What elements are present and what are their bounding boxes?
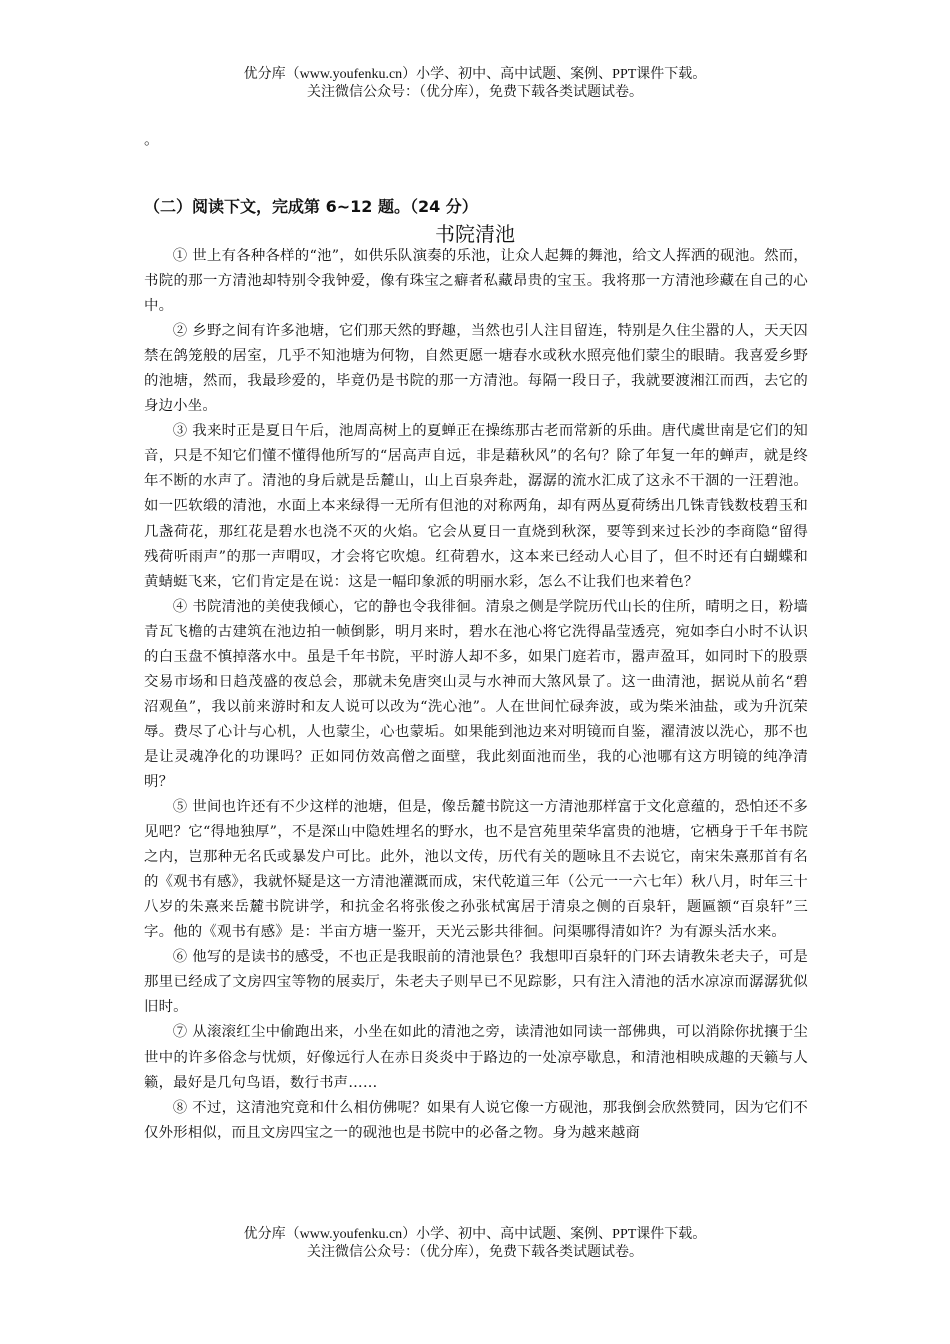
footer-line-2: 关注微信公众号：（优分库），免费下载各类试题试卷。 xyxy=(307,1245,643,1260)
page-header xyxy=(0,66,950,102)
article-title: 书院清池 xyxy=(435,222,515,246)
paragraph-6: ⑥ 他写的是读书的感受，不也正是我眼前的清池景色？我想叩百泉轩的门环去请教朱老夫子，可是那里已经成了文房四宝等物的展卖厅，朱老夫子则早已不见踪影，只有注入清池的活水凉凉而潺潺犹似旧时。 xyxy=(144,949,808,1016)
header-line-2: 关注微信公众号：（优分库），免费下载各类试题试卷。 xyxy=(307,85,643,100)
paragraph-5: ⑤ 世间也许还有不少这样的池塘，但是，像岳麓书院这一方清池那样富于文化意蕴的，恐怕还不多见吧？它“得地独厚”，不是深山中隐姓埋名的野水，也不是宫苑里荣华富贵的池塘，它栖身于千年书院之内，岂那种无名氏或暴发户可比。此外，池以文传，历代有关的题咏且不去说它，南宋朱熹那首有名的《观书有感》，我就怀疑是这一方清池灌溉而成，宋代乾道三年（公元一一六七年）秋八月，时年三十八岁的朱熹来岳麓书院讲学，和抗金名将张俊之孙张栻寓居于清泉之侧的百泉轩，题匾额“百泉轩”三字。他的《观书有感》是：半亩方塘一鉴开，天光云影共徘徊。问渠哪得清如许？为有源头活水来。 xyxy=(144,799,808,941)
article-body xyxy=(144,244,808,1146)
page-footer xyxy=(0,1226,950,1262)
paragraph-2: ② 乡野之间有许多池塘，它们那天然的野趣，当然也引人注目留连，特别是久住尘嚣的人，天天囚禁在鸽笼般的居室，几乎不知池塘为何物，自然更愿一塘春水或秋水照亮他们蒙尘的眼睛。我喜爱乡野的池塘，然而，我最珍爱的，毕竟仍是书院的那一方清池。每隔一段日子，我就要渡湘江而西，去它的身边小坐。 xyxy=(144,323,808,415)
footer-line-1: 优分库（www.youfenku.cn）小学、初中、高中试题、案例、PPT课件下载。 xyxy=(243,1227,707,1242)
paragraph-3: ③ 我来时正是夏日午后，池周高树上的夏蝉正在操练那古老而常新的乐曲。唐代虞世南是它们的知音，只是不知它们懂不懂得他所写的“居高声自远，非是藉秋风”的名句？除了年复一年的蝉声，就是终年不断的水声了。清池的身后就是岳麓山，山上百泉奔赴，潺潺的流水汇成了这永不干涸的一汪碧池。如一匹软缎的清池，水面上本来绿得一无所有但池的对称两角，却有两丛夏荷绣出几铢青钱数枝碧玉和几盏荷花，那红花是碧水也浇不灭的火焰。它会从夏日一直烧到秋深，要等到来过长沙的李商隐“留得残荷听雨声”的那一声喟叹，才会将它吹熄。红荷碧水，这本来已经动人心目了，但不时还有白蝴蝶和黄蜻蜓飞来，它们肯定是在说：这是一幅印象派的明丽水彩，怎么不让我们也来着色？ xyxy=(144,423,808,590)
header-line-1: 优分库（www.youfenku.cn）小学、初中、高中试题、案例、PPT课件下载。 xyxy=(243,67,707,82)
paragraph-4: ④ 书院清池的美使我倾心，它的静也令我徘徊。清泉之侧是学院历代山长的住所，晴明之日，粉墙青瓦飞檐的古建筑在池边拍一帧倒影，明月来时，碧水在池心将它洗得晶莹透亮，宛如李白小时不认识的白玉盘不慎掉落水中。虽是千年书院，平时游人却不多，如果门庭若市，嚣声盈耳，如同时下的股票交易市场和日趋茂盛的夜总会，那就未免唐突山灵与水神而大煞风景了。这一曲清池，据说从前名“碧沼观鱼”，我以前来游时和友人说可以改为“洗心池”。人在世间忙碌奔波，或为柴米油盐，或为升沉荣辱。费尽了心计与心机，人也蒙尘，心也蒙垢。如果能到池边来对明镜而自鉴，濯清波以洗心，那不也是让灵魂净化的功课吗？正如同仿效高僧之面壁，我此刻面池而坐，我的心池哪有这方明镜的纯净清明？ xyxy=(144,598,808,790)
paragraph-1: ① 世上有各种各样的“池”，如供乐队演奏的乐池，让众人起舞的舞池，给文人挥洒的砚池。然而，书院的那一方清池却特别令我钟爱，像有珠宝之癖者私藏昂贵的宝玉。我将那一方清池珍藏在自己的心中。 xyxy=(144,248,808,315)
paragraph-7: ⑦ 从滚滚红尘中偷跑出来，小坐在如此的清池之旁，读清池如同读一部佛典，可以消除你扰攘于尘世中的许多俗念与忧烦，好像远行人在赤日炎炎中于路边的一处凉亭歇息，和清池相映成趣的天籁与人籁，最好是几句鸟语，数行书声…… xyxy=(144,1024,808,1091)
section-heading: （二）阅读下文，完成第 6~12 题。（24 分） xyxy=(144,197,478,216)
paragraph-8: ⑧ 不过，这清池究竟和什么相仿佛呢？如果有人说它像一方砚池，那我倒会欣然赞同，因为它们不仅外形相似，而且文房四宝之一的砚池也是书院中的必备之物。身为越来越商 xyxy=(144,1099,808,1141)
leading-mark: 。 xyxy=(144,130,160,148)
